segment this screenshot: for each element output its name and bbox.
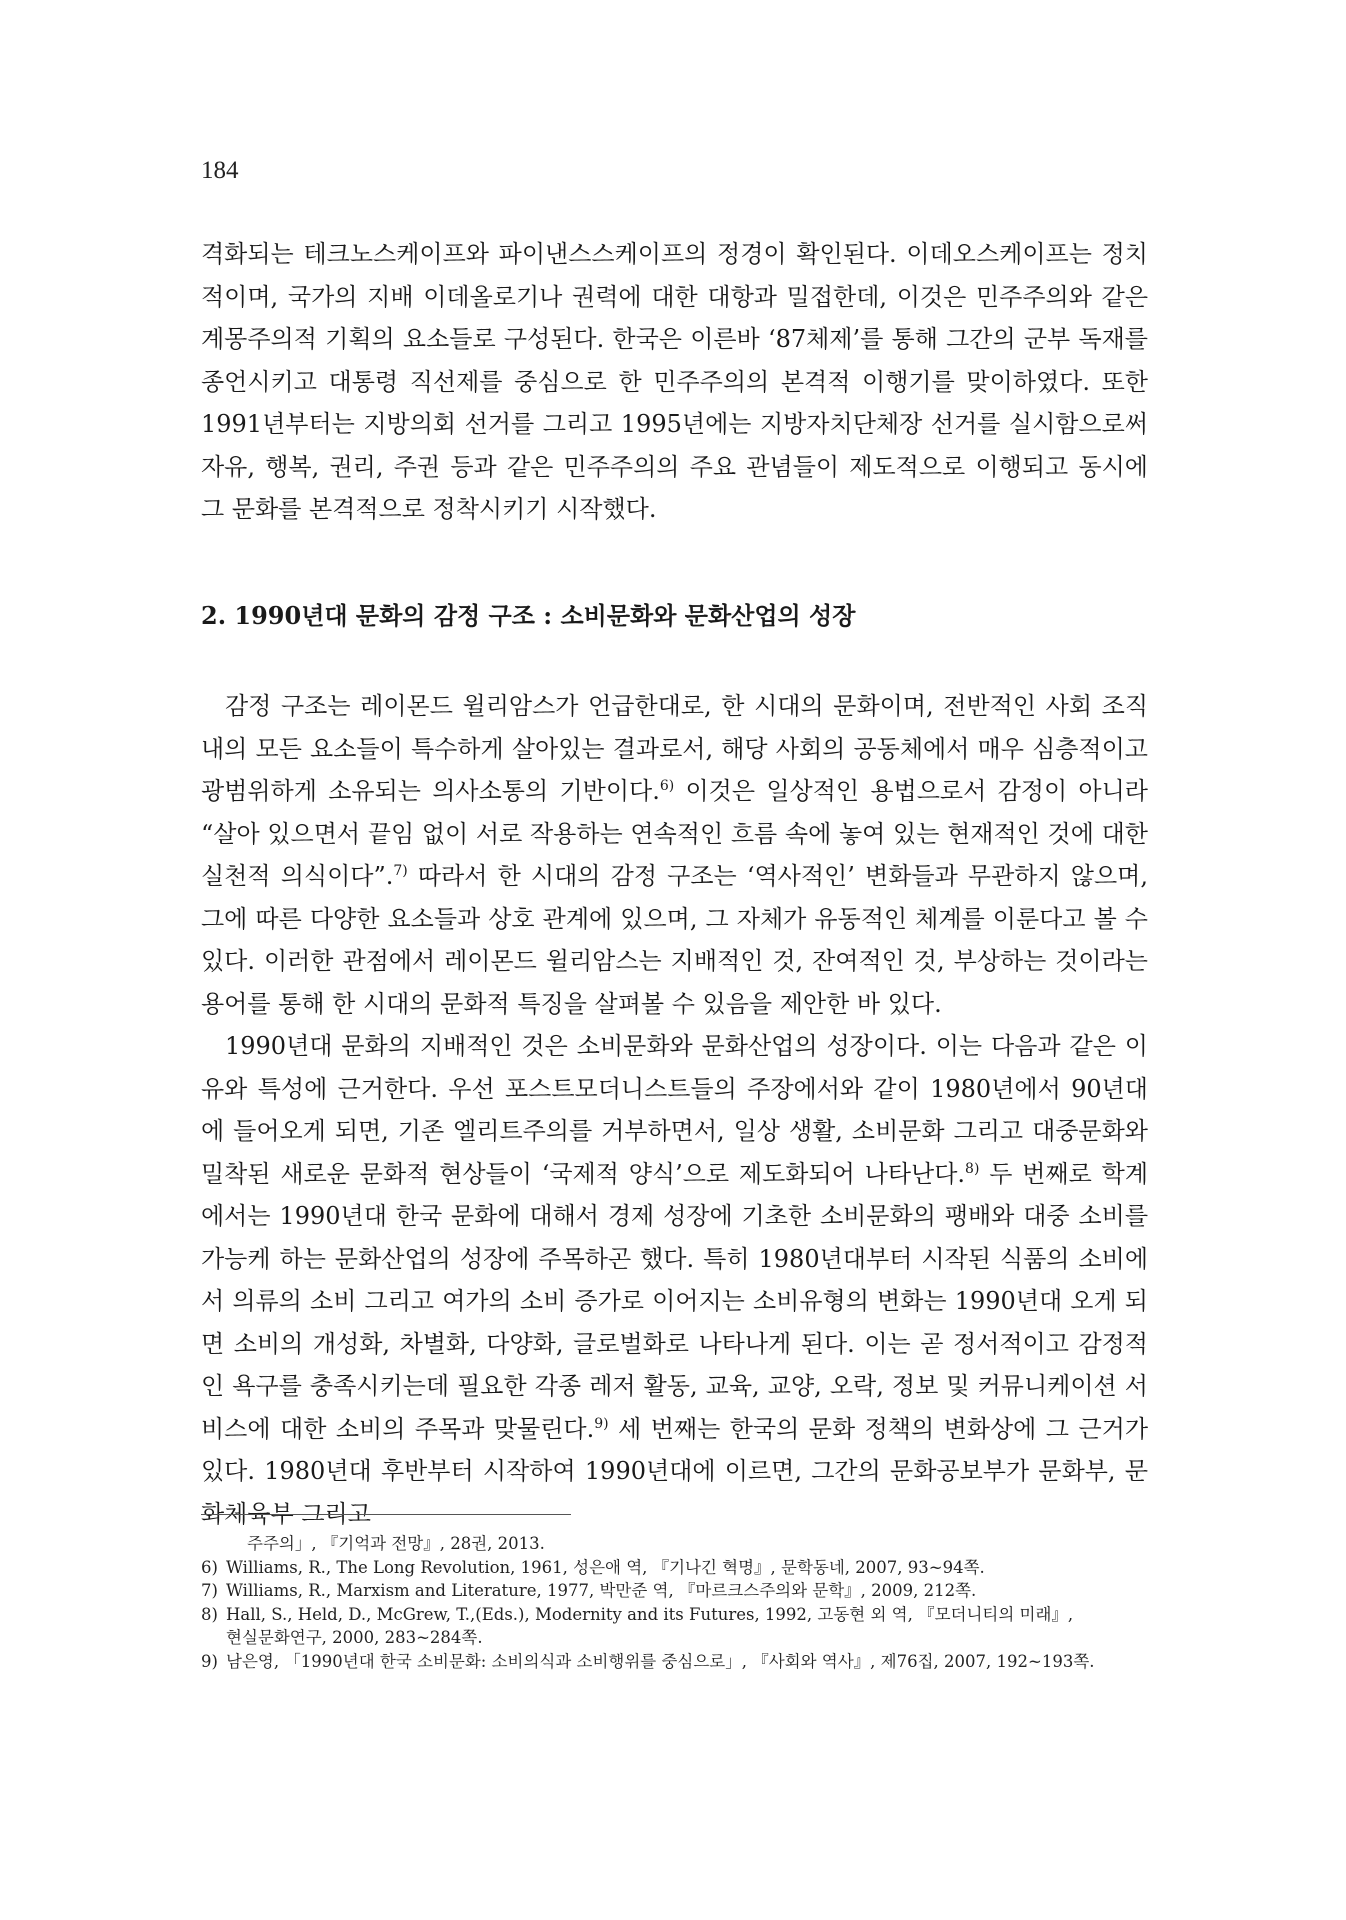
page-number: 184 [201, 157, 239, 184]
footnote-number: 7) [201, 1581, 218, 1600]
footnote-8-continuation: 현실문화연구, 2000, 283~284쪽. [226, 1628, 483, 1647]
footnote-ref-6: 6) [659, 778, 675, 794]
footnote-number: 9) [201, 1651, 218, 1671]
paragraph-consumer-culture [201, 1025, 1148, 1535]
paragraph-text: 감정 구조는 레이몬드 윌리암스가 언급한대로, 한 시대의 문화이며, 전반적인 사회 조직 내의 모든 요소들이 특수하게 살아있는 결과로서, 해당 사회의 공동체에서 매우 심층적이고 광범위하게 소유되는 의사소통의 기반이다. [201, 692, 1149, 805]
footnotes [201, 1532, 1148, 1673]
body-text-top [201, 233, 1148, 531]
footnote-text: Williams, R., Marxism and Literature, 1977, 박만준 역, 『마르크스주의와 문학』, 2009, 212쪽. [226, 1581, 977, 1600]
footnote-number: 8) [201, 1604, 218, 1624]
footnote-8 [201, 1603, 1148, 1627]
paragraph-text: 이것은 일상적인 용법으로서 감정이 아니라 “살아 있으면서 끝임 없이 서로 작용하는 연속적인 흐름 속에 놓여 있는 현재적인 것에 대한 실천적 의식이다”. [201, 777, 1148, 890]
paragraph-continuation: 격화되는 테크노스케이프와 파이낸스스케이프의 정경이 확인된다. 이데오스케이프는 정치적이며, 국가의 지배 이데올로기나 권력에 대한 대항과 밀접한데, 이것은 민주주의와 같은 계몽주의적 기획의 요소들로 구성된다. 한국은 이른바 ‘87체제’를 통해 그간의 군부 독재를 종언시키고 대통령 직선제를 중심으로 한 민주주의의 본격적 이행기를 맞이하였다. 또한 1991년부터는 지방의회 선거를 그리고 1995년에는 지방자치단체장 선거를 실시함으로써 자유, 행복, 권리, 주권 등과 같은 민주주의의 주요 관념들이 제도적으로 이행되고 동시에 그 문화를 본격적으로 정착시키기 시작했다. [201, 240, 1148, 523]
body-text-section [201, 685, 1148, 1535]
paragraph-structure-of-feeling [201, 685, 1148, 1025]
paragraph-text: 1990년대 문화의 지배적인 것은 소비문화와 문화산업의 성장이다. 이는 다음과 같은 이유와 특성에 근거한다. 우선 포스트모더니스트들의 주장에서와 같이 1980년에서 90년대에 들어오게 되면, 기존 엘리트주의를 거부하면서, 일상 생활, 소비문화 그리고 대중문화와 밀착된 새로운 문화적 현상들이 ‘국제적 양식’으로 제도화되어 나타난다. [201, 1032, 1148, 1188]
footnote-text: Williams, R., The Long Revolution, 1961, 성은애 역, 『기나긴 혁명』, 문학동네, 2007, 93~94쪽. [226, 1557, 985, 1577]
paragraph-text: 두 번째로 학계에서는 1990년대 한국 문화에 대해서 경제 성장에 기초한 소비문화의 팽배와 대중 소비를 가능케 하는 문화산업의 성장에 주목하곤 했다. 특히 1980년대부터 시작된 식품의 소비에서 의류의 소비 그리고 여가의 소비 증가로 이어지는 소비유형의 변화는 1990년대 오게 되면 소비의 개성화, 차별화, 다양화, 글로벌화로 나타나게 된다. 이는 곧 정서적이고 감정적인 욕구를 충족시키는데 필요한 각종 레저 활동, 교육, 교양, 오락, 정보 및 커뮤니케이션 서비스에 대한 소비의 주목과 맞물린다. [201, 1159, 1148, 1443]
footnote-9 [201, 1650, 1148, 1674]
footnote-7 [201, 1579, 1148, 1603]
footnote-text: 남은영, 「1990년대 한국 소비문화: 소비의식과 소비행위를 중심으로」, 『사회와 역사』, 제76집, 2007, 192~193쪽. [226, 1651, 1095, 1671]
paragraph-text: 따라서 한 시대의 감정 구조는 ‘역사적인’ 변화들과 무관하지 않으며, 그에 따른 다양한 요소들과 상호 관계에 있으며, 그 자체가 유동적인 체계를 이룬다고 볼 수 있다. 이러한 관점에서 레이몬드 윌리암스는 지배적인 것, 잔여적인 것, 부상하는 것이라는 용어를 통해 한 시대의 문화적 특징을 살펴볼 수 있음을 제안한 바 있다. [201, 862, 1148, 1018]
footnote-number: 6) [201, 1557, 218, 1577]
footnote-6 [201, 1556, 1148, 1580]
footnote-text: Hall, S., Held, D., McGrew, T.,(Eds.), Modernity and its Futures, 1992, 고동현 외 역, 『모더니티의 미래』, [226, 1604, 1074, 1624]
footnote-ref-9: 9) [594, 1415, 609, 1432]
paragraph-text: 세 번째는 한국의 문화 정책의 변화상에 그 근거가 있다. 1980년대 후반부터 시작하여 1990년대에 이르면, 그간의 문화공보부가 문화부, 문화체육부 그리고 [201, 1414, 1149, 1528]
footnote-ref-7: 7) [393, 863, 408, 879]
footnote-ref-8: 8) [965, 1160, 980, 1177]
section-heading: 2. 1990년대 문화의 감정 구조 : 소비문화와 문화산업의 성장 [201, 601, 856, 630]
footnote-continuation: 주주의」, 『기억과 전망』, 28권, 2013. [247, 1534, 545, 1553]
footnote-divider [201, 1514, 571, 1515]
